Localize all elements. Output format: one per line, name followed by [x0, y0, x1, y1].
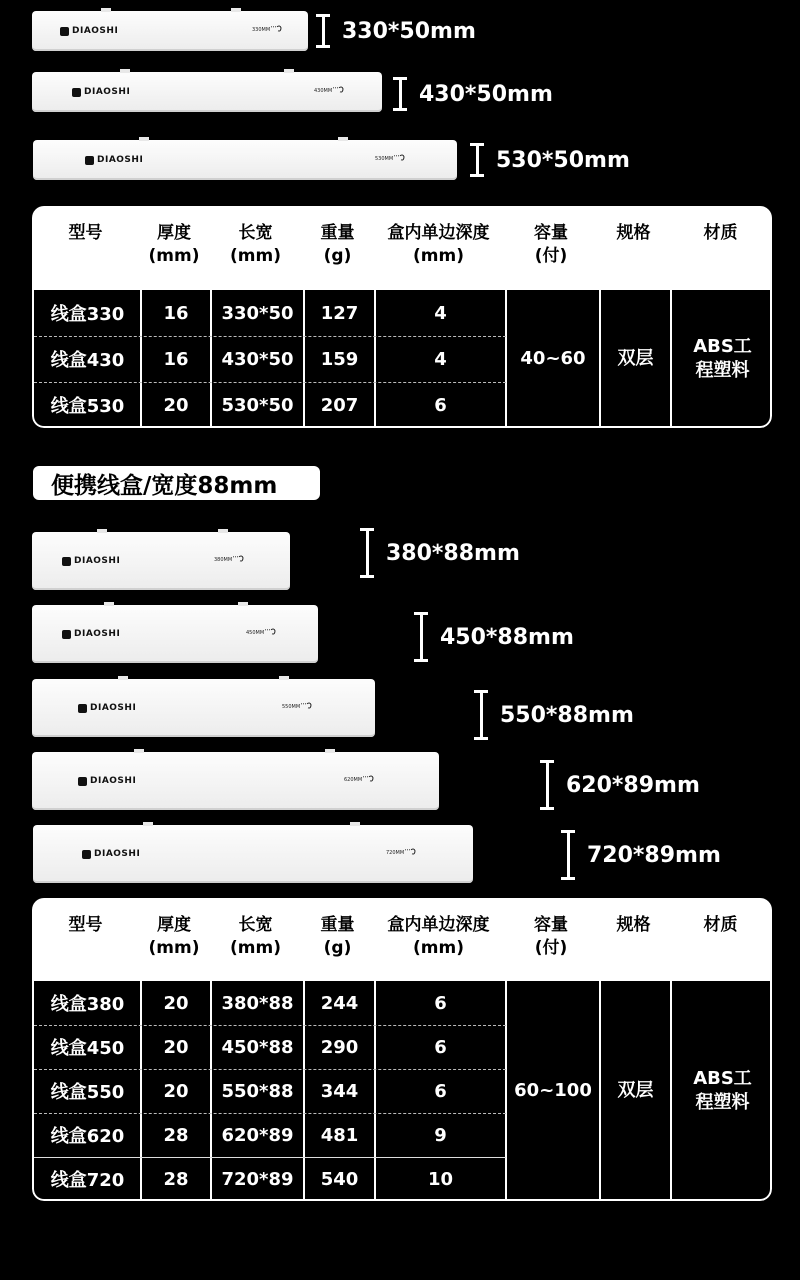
height-bar-icon	[561, 830, 575, 880]
length-label-text: 330MM	[252, 26, 271, 33]
section-title: 便携线盒/宽度88mm	[33, 466, 320, 500]
brand-name: DIAOSHI	[90, 776, 137, 786]
dimension-text: 530*50mm	[496, 147, 630, 173]
table-header	[32, 898, 772, 981]
table-cell-size: 530*50	[221, 394, 294, 416]
table-cell-model: 线盒530	[50, 396, 125, 417]
column-header: 盒内单边深度 (mm)	[387, 915, 490, 958]
height-bar-icon	[393, 77, 407, 111]
dimension-indicator	[414, 612, 574, 662]
dimension-indicator	[316, 14, 476, 48]
length-label	[252, 24, 283, 36]
brand-logo	[60, 26, 118, 36]
table-cell-weight: 290	[320, 1036, 359, 1058]
small-line-box	[32, 11, 308, 51]
wide-line-box	[32, 605, 318, 663]
box-clip-left	[97, 529, 107, 533]
column-header: 规格	[616, 223, 651, 243]
height-bar-icon	[540, 760, 554, 810]
length-label	[386, 847, 417, 859]
length-label	[214, 554, 245, 566]
length-label-text: 430MM	[314, 87, 333, 94]
dimension-indicator	[561, 830, 721, 880]
column-header: 材质	[703, 223, 738, 243]
wide-line-box	[32, 532, 290, 590]
table-cell-weight: 540	[320, 1168, 359, 1190]
column-header: 容量 (付)	[534, 223, 568, 266]
table-cell-model: 线盒450	[50, 1038, 125, 1059]
table-cell-depth: 10	[427, 1168, 454, 1190]
table-cell-thickness: 28	[163, 1168, 189, 1190]
table-cell-size: 430*50	[221, 348, 294, 370]
dimension-text: 720*89mm	[587, 842, 721, 868]
table-cell-depth: 6	[434, 992, 447, 1014]
table-cell-capacity: 40~60	[520, 347, 586, 369]
height-bar-icon	[360, 528, 374, 578]
brand-mark-icon	[72, 88, 81, 97]
dimension-text: 550*88mm	[500, 702, 634, 728]
table-cell-thickness: 20	[163, 1080, 189, 1102]
table-cell-thickness: 16	[163, 302, 189, 324]
dimension-indicator	[470, 143, 630, 177]
brand-logo	[78, 703, 136, 713]
table-cell-size: 380*88	[221, 992, 294, 1014]
brand-mark-icon	[78, 704, 87, 713]
table-header	[32, 206, 772, 290]
table-cell-thickness: 28	[163, 1124, 189, 1146]
box-clip-right	[350, 822, 360, 826]
spec-table-50mm	[32, 206, 772, 428]
length-label	[282, 701, 313, 713]
table-body	[32, 981, 772, 1201]
table-cell-depth: 4	[434, 302, 447, 324]
table-cell-weight: 481	[320, 1124, 359, 1146]
dimension-text: 330*50mm	[342, 18, 476, 44]
table-cell-size: 550*88	[221, 1080, 294, 1102]
height-bar-icon	[474, 690, 488, 740]
hook-icon	[362, 774, 375, 786]
dimension-text: 380*88mm	[386, 540, 520, 566]
table-cell-depth: 9	[434, 1124, 447, 1146]
length-label	[314, 85, 345, 97]
table-cell-weight: 244	[320, 992, 359, 1014]
hook-icon	[270, 24, 283, 36]
dimension-indicator	[474, 690, 634, 740]
height-bar-icon	[414, 612, 428, 662]
box-clip-right	[325, 749, 335, 753]
box-clip-left	[104, 602, 114, 606]
table-cell-thickness: 20	[163, 1036, 189, 1058]
column-header: 型号	[68, 223, 103, 243]
table-cell-weight: 127	[320, 302, 359, 324]
table-cell-thickness: 20	[163, 992, 189, 1014]
brand-logo	[62, 556, 120, 566]
small-line-box	[33, 140, 457, 180]
brand-logo	[62, 629, 120, 639]
height-bar-icon	[470, 143, 484, 177]
spec-table-88mm	[32, 898, 772, 1201]
length-label	[246, 627, 277, 639]
table-cell-depth: 6	[434, 1036, 447, 1058]
box-clip-right	[238, 602, 248, 606]
column-header: 重量 (g)	[320, 915, 355, 958]
box-clip-left	[118, 676, 128, 680]
wide-line-box	[32, 752, 439, 810]
column-header: 长宽 (mm)	[230, 223, 281, 266]
table-cell-material: ABS工 程塑料	[693, 1067, 752, 1113]
dimension-indicator	[393, 77, 553, 111]
brand-name: DIAOSHI	[72, 26, 119, 36]
table-cell-spec: 双层	[617, 347, 654, 369]
brand-mark-icon	[78, 777, 87, 786]
dimension-text: 450*88mm	[440, 624, 574, 650]
length-label-text: 450MM	[246, 629, 265, 636]
box-clip-right	[284, 69, 294, 73]
height-bar-icon	[316, 14, 330, 48]
table-cell-size: 720*89	[221, 1168, 294, 1190]
length-label	[375, 153, 406, 165]
length-label-text: 380MM	[214, 556, 233, 563]
brand-logo	[72, 87, 130, 97]
table-cell-model: 线盒330	[50, 304, 125, 325]
length-label-text: 620MM	[344, 776, 363, 783]
dimension-indicator	[360, 528, 520, 578]
box-clip-right	[218, 529, 228, 533]
table-body	[32, 290, 772, 428]
table-cell-model: 线盒430	[50, 350, 125, 371]
hook-icon	[332, 85, 345, 97]
length-label	[344, 774, 375, 786]
column-header: 型号	[68, 915, 103, 935]
brand-mark-icon	[82, 850, 91, 859]
small-line-box	[32, 72, 382, 112]
hook-icon	[264, 627, 277, 639]
box-clip-left	[101, 8, 111, 12]
brand-mark-icon	[62, 557, 71, 566]
brand-name: DIAOSHI	[74, 556, 121, 566]
table-cell-spec: 双层	[617, 1079, 654, 1101]
length-label-text: 720MM	[386, 849, 405, 856]
hook-icon	[232, 554, 245, 566]
dimension-text: 430*50mm	[419, 81, 553, 107]
table-cell-capacity: 60~100	[514, 1079, 592, 1101]
box-clip-left	[134, 749, 144, 753]
table-cell-weight: 344	[320, 1080, 359, 1102]
brand-logo	[82, 849, 140, 859]
column-header: 长宽 (mm)	[230, 915, 281, 958]
column-header: 厚度 (mm)	[148, 223, 200, 266]
table-cell-size: 330*50	[221, 302, 294, 324]
brand-name: DIAOSHI	[84, 87, 131, 97]
brand-name: DIAOSHI	[90, 703, 137, 713]
column-header: 材质	[703, 915, 738, 935]
brand-mark-icon	[85, 156, 94, 165]
dimension-text: 620*89mm	[566, 772, 700, 798]
box-clip-left	[120, 69, 130, 73]
length-label-text: 530MM	[375, 155, 394, 162]
wide-line-box	[33, 825, 473, 883]
table-cell-model: 线盒620	[50, 1126, 125, 1147]
brand-logo	[85, 155, 143, 165]
box-clip-right	[279, 676, 289, 680]
column-header: 厚度 (mm)	[148, 915, 200, 958]
hook-icon	[393, 153, 406, 165]
box-clip-left	[139, 137, 149, 141]
table-cell-material: ABS工 程塑料	[693, 335, 752, 381]
table-cell-weight: 159	[320, 348, 359, 370]
column-header: 盒内单边深度 (mm)	[387, 223, 490, 266]
brand-name: DIAOSHI	[97, 155, 144, 165]
column-header: 容量 (付)	[534, 915, 568, 958]
length-label-text: 550MM	[282, 703, 301, 710]
brand-name: DIAOSHI	[74, 629, 121, 639]
table-cell-depth: 4	[434, 348, 447, 370]
table-cell-model: 线盒550	[50, 1082, 125, 1103]
table-cell-weight: 207	[320, 394, 359, 416]
table-cell-size: 620*89	[221, 1124, 294, 1146]
table-cell-depth: 6	[434, 1080, 447, 1102]
table-cell-model: 线盒720	[50, 1170, 125, 1191]
table-cell-depth: 6	[434, 394, 447, 416]
wide-line-box	[32, 679, 375, 737]
table-cell-thickness: 16	[163, 348, 189, 370]
table-cell-model: 线盒380	[50, 994, 125, 1015]
box-clip-right	[338, 137, 348, 141]
column-header: 重量 (g)	[320, 223, 355, 266]
dimension-indicator	[540, 760, 700, 810]
table-cell-size: 450*88	[221, 1036, 294, 1058]
brand-logo	[78, 776, 136, 786]
brand-name: DIAOSHI	[94, 849, 141, 859]
brand-mark-icon	[62, 630, 71, 639]
brand-mark-icon	[60, 27, 69, 36]
box-clip-left	[143, 822, 153, 826]
table-cell-thickness: 20	[163, 394, 189, 416]
hook-icon	[404, 847, 417, 859]
column-header: 规格	[616, 915, 651, 935]
box-clip-right	[231, 8, 241, 12]
hook-icon	[300, 701, 313, 713]
